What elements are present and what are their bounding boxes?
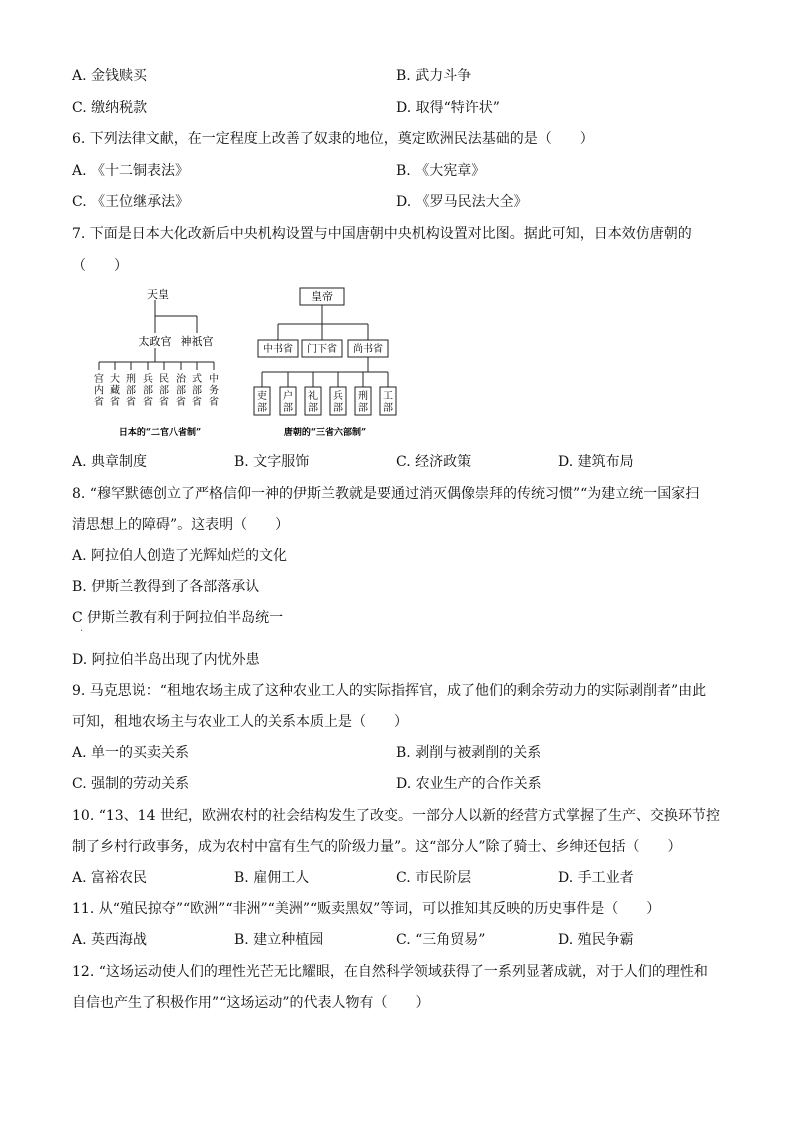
japan-ministry-label: 治部省 <box>176 374 186 408</box>
japan-daijokan: 太政官 <box>138 335 172 348</box>
q5-option-d: D. 取得“特许状” <box>396 100 500 116</box>
q9-option-c: C. 强制的劳动关系 <box>72 776 190 792</box>
q5-option-a: A. 金钱赎买 <box>72 68 148 84</box>
q9-option-d: D. 农业生产的合作关系 <box>396 776 542 792</box>
q9-stem-line1: 9. 马克思说：“租地农场主成了这种农业工人的实际指挥官，成了他们的剩余劳动力的实际剥削者”由此 <box>72 683 707 699</box>
japan-ministries <box>94 372 219 408</box>
q8-stem-line1: 8. “穆罕默德创立了严格信仰一神的伊斯兰教就是要通过消灭偶像崇拜的传统习惯”“为建立统一国家扫 <box>72 486 700 502</box>
japan-ministry-label: 刑部省 <box>126 374 136 408</box>
q6-stem: 6. 下列法律文献，在一定程度上改善了奴隶的地位，奠定欧洲民法基础的是（ ） <box>72 131 594 147</box>
q7-stem-line2: （ ） <box>72 258 128 274</box>
japan-ministry-label: 民部省 <box>159 374 169 408</box>
tang-ministry-label: 吏部 <box>257 391 267 414</box>
q8-option-b: B. 伊斯兰教得到了各部落承认 <box>72 579 260 595</box>
q8-option-c: C 伊斯兰教有利于阿拉伯半岛统一 <box>72 610 284 626</box>
q7-option-c: C. 经济政策 <box>396 454 472 470</box>
q7-stem-line1: 7. 下面是日本大化改新后中央机构设置与中国唐朝中央机构设置对比图。据此可知，日本效仿唐朝的 <box>72 226 692 242</box>
japan-ministry-label: 大藏省 <box>110 374 120 408</box>
tang-top-emperor: 皇帝 <box>311 290 333 303</box>
japan-ministry-label: 式部省 <box>192 374 202 408</box>
q12-stem-line1: 12. “这场运动使人们的理性光芒无比耀眼，在自然科学领域获得了一系列显著成就，对于人们的理性和 <box>72 964 708 980</box>
japan-ministry-label: 中务省 <box>209 374 219 408</box>
q10-stem-line2: 制了乡村行政事务，成为农村中富有生气的阶级力量”。这“部分人”除了骑士、乡绅还包括（ ） <box>72 839 682 855</box>
japan-ministry-label: 兵部省 <box>143 374 153 408</box>
tang-ministry-label: 户部 <box>283 391 293 414</box>
japan-jingikan: 神祇官 <box>180 335 214 348</box>
q8-stem-line2: 清思想上的障碍”。这表明（ ） <box>72 517 290 533</box>
q8-option-d: D. 阿拉伯半岛出现了内忧外患 <box>72 652 260 668</box>
q7-option-d: D. 建筑布局 <box>558 454 634 470</box>
q10-stem-line1: 10. “13、14 世纪，欧洲农村的社会结构发生了改变。一部分人以新的经营方式掌握了生产、交换环节控 <box>72 808 720 824</box>
q11-option-d: D. 殖民争霸 <box>558 932 634 948</box>
q9-stem-line2: 可知，租地农场主与农业工人的关系本质上是（ ） <box>72 714 408 730</box>
q9-option-a: A. 单一的买卖关系 <box>72 745 190 761</box>
q10-option-d: D. 手工业者 <box>558 870 634 886</box>
tang-ministries <box>257 389 393 414</box>
tang-menxia: 门下省 <box>307 344 337 355</box>
q11-option-b: B. 建立种植园 <box>234 932 324 948</box>
q6-option-d: D. 《罗马民法大全》 <box>396 194 528 210</box>
q10-option-a: A. 富裕农民 <box>72 870 148 886</box>
tang-zhongshu: 中书省 <box>263 344 293 355</box>
q11-stem: 11. 从“殖民掠夺”“欧洲”“非洲”“美洲”“贩卖黑奴”等词，可以推知其反映的历史事件是（ ） <box>72 901 661 917</box>
q5-option-c: C. 缴纳税款 <box>72 100 148 116</box>
japan-top-emperor: 天皇 <box>147 288 169 301</box>
q8-option-a: A. 阿拉伯人创造了光辉灿烂的文化 <box>72 548 288 564</box>
tang-ministry-label: 礼部 <box>308 391 318 414</box>
q5-option-b: B. 武力斗争 <box>396 68 472 84</box>
tang-ministry-label: 刑部 <box>358 391 368 414</box>
q6-option-b: B. 《大宪章》 <box>396 163 486 179</box>
q11-option-c: C. “三角贸易” <box>396 932 486 948</box>
q6-option-a: A. 《十二铜表法》 <box>72 163 190 179</box>
q10-option-c: C. 市民阶层 <box>396 870 472 886</box>
tang-ministry-label: 兵部 <box>333 391 343 414</box>
q6-option-c: C. 《王位继承法》 <box>72 194 190 210</box>
japan-caption: 日本的“二官八省制” <box>118 428 202 438</box>
stray-dot: . <box>80 623 84 634</box>
q7-option-a: A. 典章制度 <box>72 454 148 470</box>
q11-option-a: A. 英西海战 <box>72 932 148 948</box>
japan-ministry-label: 宫内省 <box>94 374 104 408</box>
q10-option-b: B. 雇佣工人 <box>234 870 310 886</box>
tang-caption: 唐朝的“三省六部制” <box>283 428 367 438</box>
q12-stem-line2: 自信也产生了积极作用”“这场运动”的代表人物有（ ） <box>72 995 430 1011</box>
q9-option-b: B. 剥削与被剥削的关系 <box>396 745 542 761</box>
tang-ministry-label: 工部 <box>383 391 393 414</box>
q7-option-b: B. 文字服饰 <box>234 454 310 470</box>
tang-shangshu: 尚书省 <box>353 344 383 355</box>
